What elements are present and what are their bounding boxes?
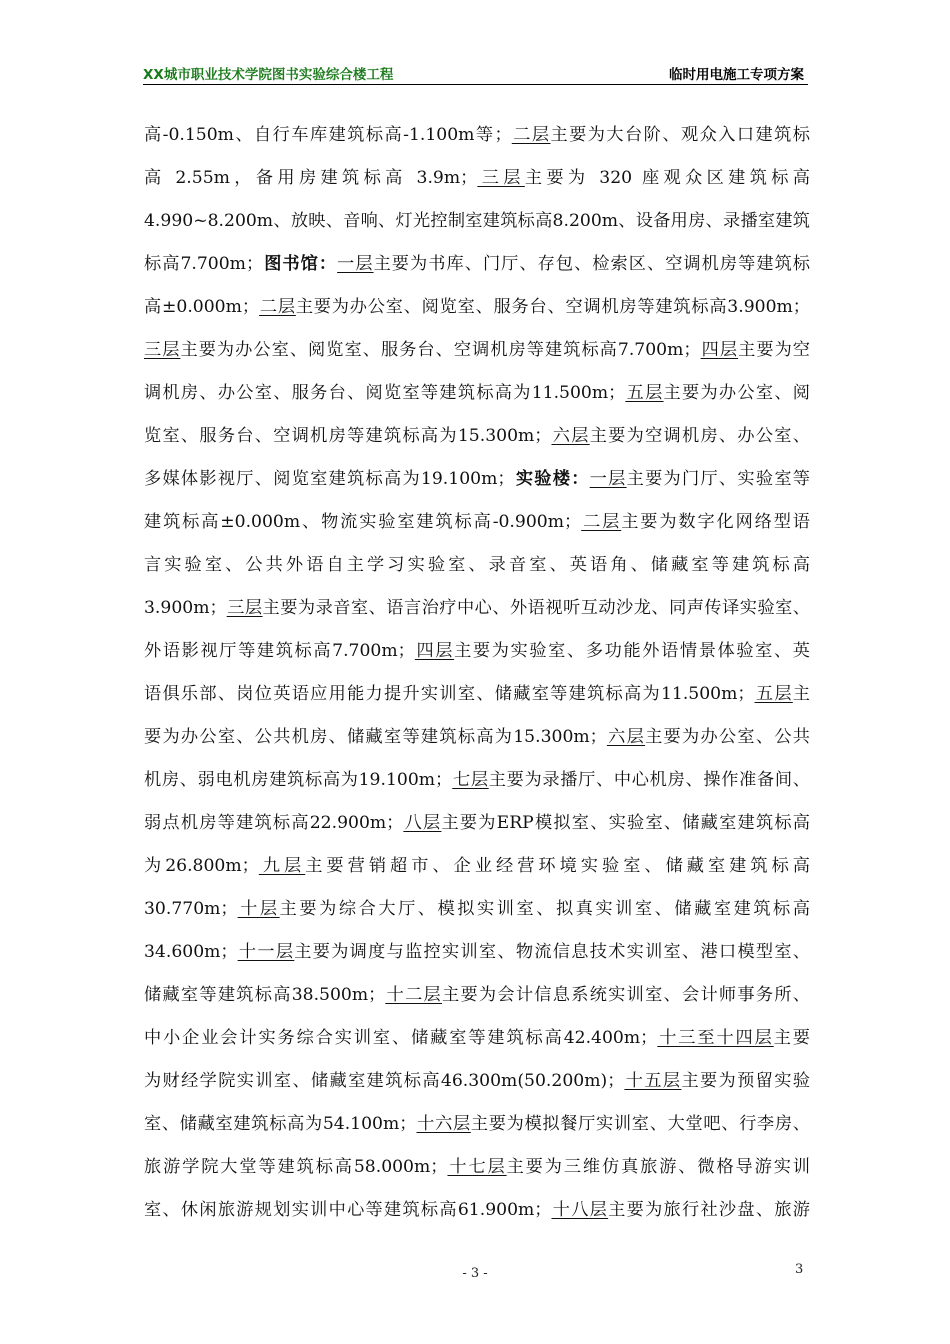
text-run: 主要为办公室、阅	[663, 383, 810, 403]
text-line	[144, 329, 810, 372]
text-run: 旅游学院大堂等建筑标高58.000m；	[144, 1157, 448, 1177]
text-run: 外语影视厅等建筑标高7.700m；	[144, 641, 415, 661]
floor-label: 五层	[625, 383, 664, 403]
text-run: 要为办公室、公共机房、储藏室等建筑标高为15.300m；	[144, 727, 607, 747]
text-line	[144, 415, 810, 458]
floor-label: 一层	[589, 469, 627, 489]
text-line	[144, 243, 810, 286]
body-paragraph	[144, 114, 810, 1232]
text-run: 机房、弱电机房建筑标高为19.100m；	[144, 770, 453, 790]
text-line	[144, 501, 810, 544]
page-header	[143, 62, 808, 85]
text-run: 为26.800m；	[144, 856, 259, 876]
text-line	[144, 716, 810, 759]
text-line	[144, 157, 810, 200]
text-line	[144, 759, 810, 802]
text-run: 主要为会计信息系统实训室、会计师事务所、	[442, 985, 810, 1005]
building-label: 图书馆：	[263, 254, 338, 274]
text-run: 4.990~8.200m、放映、音响、灯光控制室建筑标高8.200m、设备用房、录播室建筑	[144, 211, 810, 231]
floor-label: 十层	[237, 899, 280, 919]
text-line	[144, 1060, 810, 1103]
text-run: 主要为 320 座观众区建筑标高	[524, 168, 810, 188]
text-line	[144, 1189, 810, 1232]
page-number-right: 3	[795, 1262, 804, 1277]
text-run: 主要为大台阶、观众入口建筑标	[550, 125, 810, 145]
text-run: 言实验室、公共外语自主学习实验室、录音室、英语角、储藏室等建筑标高	[144, 555, 810, 575]
text-line	[144, 931, 810, 974]
header-document-title: 临时用电施工专项方案	[669, 67, 804, 83]
text-run: 主要为综合大厅、模拟实训室、拟真实训室、储藏室建筑标高	[279, 899, 810, 919]
text-run: 主要为办公室、阅览室、服务台、空调机房等建筑标高3.900m；	[295, 297, 810, 317]
page-number-centered: - 3 -	[462, 1266, 488, 1281]
text-run: 34.600m；	[144, 942, 238, 962]
text-run: 主要	[773, 1028, 810, 1048]
floor-label: 十七层	[447, 1157, 507, 1177]
header-project-title: XX城市职业技术学院图书实验综合楼工程	[143, 67, 394, 83]
text-run: 标高7.700m；	[144, 254, 264, 274]
text-run: 弱点机房等建筑标高22.900m；	[144, 813, 404, 833]
floor-label: 十三至十四层	[657, 1028, 774, 1048]
text-run: 30.770m；	[144, 899, 238, 919]
floor-label: 二层	[581, 512, 622, 532]
text-line	[144, 673, 810, 716]
text-line	[144, 888, 810, 931]
text-line	[144, 372, 810, 415]
text-run: 主要为ERP模拟室、实验室、储藏室建筑标高	[441, 813, 810, 833]
text-line	[144, 974, 810, 1017]
floor-label: 十五层	[624, 1071, 682, 1091]
floor-label: 六层	[551, 426, 590, 446]
text-run: 中小企业会计实务综合实训室、储藏室等建筑标高42.400m；	[144, 1028, 658, 1048]
text-run: 为财经学院实训室、储藏室建筑标高46.300m(50.200m)；	[144, 1071, 625, 1091]
floor-label: 二层	[511, 125, 551, 145]
text-run: 主要为实验室、多功能外语情景体验室、英	[454, 641, 810, 661]
text-run: 主要为空	[738, 340, 810, 360]
text-line	[144, 114, 810, 157]
floor-label: 十八层	[551, 1200, 609, 1220]
text-line	[144, 845, 810, 888]
floor-label: 五层	[754, 684, 793, 704]
text-run: 主要为模拟餐厅实训室、大堂吧、行李房、	[470, 1114, 810, 1134]
text-run: 主要为数字化网络型语	[621, 512, 810, 532]
text-run: 3.900m；	[144, 598, 227, 618]
text-line	[144, 1017, 810, 1060]
text-line	[144, 630, 810, 673]
floor-label: 三层	[477, 168, 525, 188]
floor-label: 九层	[258, 856, 306, 876]
text-run: 主要为旅行社沙盘、旅游	[608, 1200, 810, 1220]
text-run: 多媒体影视厅、阅览室建筑标高为19.100m；	[144, 469, 515, 489]
text-run: 室、休闲旅游规划实训中心等建筑标高61.900m；	[144, 1200, 552, 1220]
text-run: 览室、服务台、空调机房等建筑标高为15.300m；	[144, 426, 552, 446]
text-line	[144, 1103, 810, 1146]
text-run: 高±0.000m；	[144, 297, 260, 317]
text-run: 室、储藏室建筑标高为54.100m；	[144, 1114, 417, 1134]
floor-label: 七层	[452, 770, 489, 790]
text-run: 主要为录音室、语言治疗中心、外语视听互动沙龙、同声传译实验室、	[262, 598, 810, 618]
text-run: 储藏室等建筑标高38.500m；	[144, 985, 386, 1005]
text-run: 主要为调度与监控实训室、物流信息技术实训室、港口模型室、	[294, 942, 810, 962]
text-run: 主要为办公室、阅览室、服务台、空调机房等建筑标高7.700m；	[180, 340, 701, 360]
text-line	[144, 587, 810, 630]
floor-label: 一层	[337, 254, 374, 274]
floor-label: 十二层	[385, 985, 442, 1005]
text-line	[144, 544, 810, 587]
text-line	[144, 458, 810, 501]
floor-label: 十一层	[237, 942, 295, 962]
text-run: 高-0.150m、自行车库建筑标高-1.100m等；	[144, 125, 512, 145]
floor-label: 八层	[403, 813, 442, 833]
floor-label: 四层	[700, 340, 739, 360]
text-run: 主要为办公室、公共	[645, 727, 810, 747]
floor-label: 三层	[144, 340, 181, 360]
text-line	[144, 1146, 810, 1189]
text-run: 主要为书库、门厅、存包、检索区、空调机房等建筑标	[373, 254, 810, 274]
text-run: 主要为预留实验	[681, 1071, 810, 1091]
text-run: 主要为门厅、实验室等	[626, 469, 810, 489]
text-run: 语俱乐部、岗位英语应用能力提升实训室、储藏室等建筑标高为11.500m；	[144, 684, 755, 704]
text-run: 高 2.55m，备用房建筑标高 3.9m；	[144, 168, 478, 188]
text-run: 主要为三维仿真旅游、微格导游实训	[506, 1157, 810, 1177]
text-run: 建筑标高±0.000m、物流实验室建筑标高-0.900m；	[144, 512, 582, 532]
text-run: 主要营销超市、企业经营环境实验室、储藏室建筑标高	[305, 856, 810, 876]
text-run: 调机房、办公室、服务台、阅览室等建筑标高为11.500m；	[144, 383, 626, 403]
floor-label: 三层	[226, 598, 263, 618]
text-run: 主要为录播厅、中心机房、操作准备间、	[488, 770, 810, 790]
floor-label: 十六层	[416, 1114, 471, 1134]
text-line	[144, 802, 810, 845]
text-line	[144, 200, 810, 243]
floor-label: 二层	[259, 297, 296, 317]
building-label: 实验楼：	[514, 469, 590, 489]
text-line	[144, 286, 810, 329]
floor-label: 四层	[414, 641, 455, 661]
text-run: 主要为空调机房、办公室、	[589, 426, 810, 446]
floor-label: 六层	[606, 727, 646, 747]
text-run: 主	[792, 684, 810, 704]
